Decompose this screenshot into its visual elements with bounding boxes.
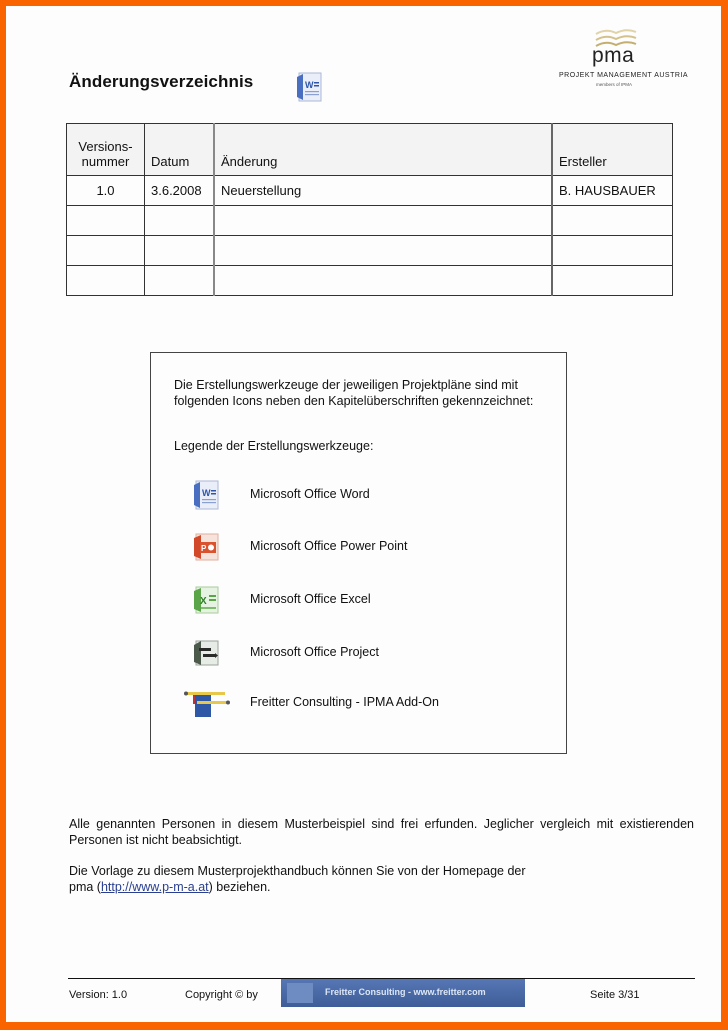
template-note-suffix: ) beziehen. <box>208 880 271 894</box>
cell-change: Neuerstellung <box>214 176 552 206</box>
pma-logo <box>556 28 689 100</box>
svg-text:W: W <box>202 488 211 498</box>
table-header-row <box>67 124 673 176</box>
legend-box <box>150 352 567 754</box>
cell-date <box>145 266 215 296</box>
legend-label: Microsoft Office Power Point <box>250 539 408 553</box>
cell-change <box>214 206 552 236</box>
table-row <box>67 266 673 296</box>
powerpoint-icon <box>191 531 221 563</box>
disclaimer-text: Alle genannten Personen in diesem Musterbeispiel sind frei erfunden. Jeglicher vergleich mit existierenden Personen ist nicht beabsichtigt. <box>69 817 694 847</box>
template-note <box>69 863 526 895</box>
cell-author <box>552 236 673 266</box>
logo-tagline: members of IPMA <box>596 82 633 87</box>
banner-text: Freitter Consulting - www.freitter.com <box>325 987 486 997</box>
cell-version: 1.0 <box>67 176 145 206</box>
header-version-line1: Versions- <box>78 139 133 154</box>
word-icon <box>295 71 323 103</box>
header-date: Datum <box>145 124 215 176</box>
page-title: Änderungsverzeichnis <box>69 72 254 91</box>
table-row <box>67 236 673 266</box>
cell-date <box>145 206 215 236</box>
svg-text:P: P <box>201 544 207 553</box>
legend-item-powerpoint <box>187 531 537 563</box>
legend-heading: Legende der Erstellungswerkzeuge: <box>174 439 374 453</box>
project-icon <box>191 637 221 669</box>
legend-item-excel <box>187 584 537 616</box>
cell-change <box>214 236 552 266</box>
legend-item-project <box>187 637 537 669</box>
header-version <box>67 124 145 176</box>
footer-version: Version: 1.0 <box>69 989 128 1001</box>
legend-label: Freitter Consulting - IPMA Add-On <box>250 695 439 709</box>
cell-author <box>552 206 673 236</box>
cell-date: 3.6.2008 <box>145 176 215 206</box>
freitter-logo-icon <box>287 983 313 1003</box>
cell-version <box>67 206 145 236</box>
cell-date <box>145 236 215 266</box>
document-page <box>6 6 721 1022</box>
svg-text:X: X <box>200 596 207 607</box>
legend-label: Microsoft Office Word <box>250 487 370 501</box>
legend-item-word <box>187 479 537 511</box>
word-icon <box>191 479 221 511</box>
cell-author <box>552 266 673 296</box>
freitter-banner <box>281 979 525 1007</box>
logo-subtitle: PROJEKT MANAGEMENT AUSTRIA <box>559 72 689 79</box>
footer-copyright: Copyright © by <box>185 989 258 1001</box>
legend-intro: Die Erstellungswerkzeuge der jeweiligen Projektpläne sind mit folgenden Icons neben den Kapitelüberschriften gekennzeichnet: <box>174 378 534 408</box>
excel-icon <box>191 584 221 616</box>
template-note-line1: Die Vorlage zu diesem Musterprojekthandbuch können Sie von der Homepage der <box>69 864 526 878</box>
legend-label: Microsoft Office Project <box>250 645 379 659</box>
header-version-line2: nummer <box>81 154 130 169</box>
cell-author: B. HAUSBAUER <box>552 176 673 206</box>
table-row <box>67 176 673 206</box>
cell-version <box>67 266 145 296</box>
svg-text:W: W <box>305 80 314 90</box>
footer-page-number: Seite 3/31 <box>590 989 640 1001</box>
ipma-addon-icon <box>183 687 231 719</box>
header-author: Ersteller <box>552 124 673 176</box>
cell-change <box>214 266 552 296</box>
cell-version <box>67 236 145 266</box>
pma-homepage-link[interactable]: http://www.p-m-a.at <box>100 880 209 894</box>
legend-label: Microsoft Office Excel <box>250 592 371 606</box>
template-note-prefix: pma ( <box>69 880 101 894</box>
header-change: Änderung <box>214 124 552 176</box>
change-log-table <box>66 123 673 296</box>
logo-name: pma <box>592 44 635 67</box>
table-row <box>67 206 673 236</box>
legend-item-ipma-addon <box>187 687 537 719</box>
